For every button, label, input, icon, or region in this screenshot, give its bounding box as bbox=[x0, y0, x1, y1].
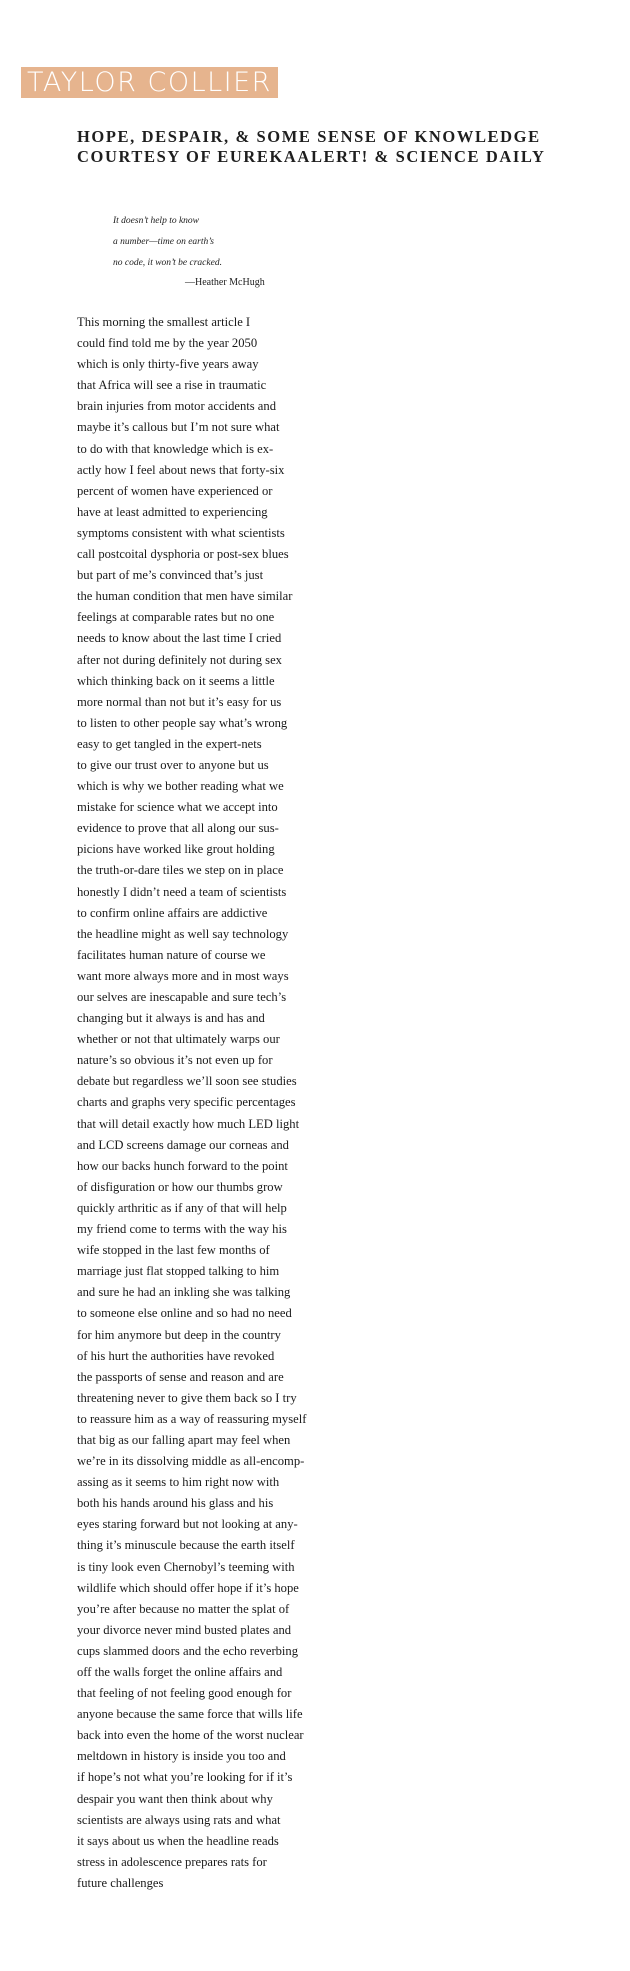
poem-line: but part of me’s convinced that’s just bbox=[77, 568, 264, 583]
poem-line: honestly I didn’t need a team of scientists bbox=[77, 884, 287, 899]
poem-line: we’re in its dissolving middle as all-encomp- bbox=[77, 1454, 305, 1469]
epigraph-line: It doesn’t help to know bbox=[113, 216, 200, 226]
poem-line: the passports of sense and reason and are bbox=[77, 1369, 284, 1384]
poem-line: which thinking back on it seems a little bbox=[77, 673, 275, 688]
poem-line: that will detail exactly how much LED light bbox=[77, 1116, 300, 1131]
poem-line: nature’s so obvious it’s not even up for bbox=[77, 1053, 273, 1068]
poem-line: cups slammed doors and the echo reverbing bbox=[77, 1643, 299, 1658]
poem-line: picions have worked like grout holding bbox=[77, 842, 275, 857]
poem-line: the human condition that men have similar bbox=[77, 589, 293, 604]
poem-line: quickly arthritic as if any of that will help bbox=[77, 1200, 287, 1215]
poem-line: meltdown in history is inside you too and bbox=[77, 1749, 286, 1764]
poem-line: scientists are always using rats and what bbox=[77, 1812, 281, 1827]
poem-line: it says about us when the headline reads bbox=[77, 1833, 279, 1848]
poem-line: evidence to prove that all along our sus- bbox=[77, 821, 279, 836]
poem-line: mistake for science what we accept into bbox=[77, 800, 278, 815]
poem-line: that big as our falling apart may feel when bbox=[77, 1432, 291, 1447]
poem-line: marriage just flat stopped talking to him bbox=[77, 1264, 280, 1279]
poem-line: both his hands around his glass and his bbox=[77, 1496, 274, 1511]
poem-title-line: COURTESY OF EUREKAALERT! & SCIENCE DAILY bbox=[77, 147, 546, 166]
poem-line: wife stopped in the last few months of bbox=[77, 1243, 270, 1258]
poem-line: which is only thirty-five years away bbox=[77, 357, 259, 372]
poem-line: which is why we bother reading what we bbox=[77, 779, 284, 794]
poem-line: percent of women have experienced or bbox=[77, 483, 273, 498]
poem-line: the headline might as well say technology bbox=[77, 926, 289, 941]
poem-line: charts and graphs very specific percentages bbox=[77, 1095, 296, 1110]
poem-line: back into even the home of the worst nuclear bbox=[77, 1728, 304, 1743]
poem-line: anyone because the same force that wills life bbox=[77, 1707, 303, 1722]
poem-line: of disfiguration or how our thumbs grow bbox=[77, 1179, 283, 1194]
poem-line: could find told me by the year 2050 bbox=[77, 336, 258, 351]
poem-line: facilitates human nature of course we bbox=[77, 947, 266, 962]
poem-body bbox=[77, 312, 457, 1894]
poem-line: future challenges bbox=[77, 1875, 164, 1890]
poem-line: off the walls forget the online affairs and bbox=[77, 1665, 283, 1679]
poem-line: changing but it always is and has and bbox=[77, 1011, 265, 1026]
poem-line: needs to know about the last time I cried bbox=[77, 631, 282, 646]
poem-line: debate but regardless we’ll soon see studies bbox=[77, 1074, 297, 1089]
poem-line: to listen to other people say what’s wrong bbox=[77, 715, 288, 730]
poem-line: This morning the smallest article I bbox=[77, 315, 251, 329]
poem-line: my friend come to terms with the way his bbox=[77, 1222, 287, 1237]
poem-line: our selves are inescapable and sure tech’s bbox=[77, 990, 287, 1004]
poem-line: wildlife which should offer hope if it’s hope bbox=[77, 1580, 299, 1595]
poem-line: and LCD screens damage our corneas and bbox=[77, 1137, 289, 1152]
poem-line: you’re after because no matter the splat of bbox=[77, 1601, 290, 1616]
epigraph bbox=[113, 211, 333, 291]
author-name: TAYLOR COLLIER bbox=[27, 67, 272, 98]
poem-line: that Africa will see a rise in traumatic bbox=[77, 378, 267, 393]
poem-line: despair you want then think about why bbox=[77, 1791, 273, 1806]
poem-line: eyes staring forward but not looking at any- bbox=[77, 1517, 298, 1532]
poem-line: your divorce never mind busted plates and bbox=[77, 1622, 292, 1637]
poem-line: how our backs hunch forward to the point bbox=[77, 1158, 288, 1173]
poem-line: if hope’s not what you’re looking for if it’s bbox=[77, 1770, 293, 1785]
epigraph-line: no code, it won’t be cracked. bbox=[113, 258, 222, 268]
poem-line: want more always more and in most ways bbox=[77, 968, 289, 983]
poem-line: thing it’s minuscule because the earth itself bbox=[77, 1538, 295, 1553]
poem-line: actly how I feel about news that forty-six bbox=[77, 462, 285, 477]
poem-line: maybe it’s callous but I’m not sure what bbox=[77, 420, 280, 435]
poem-line: is tiny look even Chernobyl’s teeming with bbox=[77, 1559, 295, 1574]
poem-line: call postcoital dysphoria or post-sex blues bbox=[77, 547, 289, 562]
poem-line: to reassure him as a way of reassuring myself bbox=[77, 1411, 307, 1426]
poem-line: and sure he had an inkling she was talking bbox=[77, 1285, 291, 1300]
epigraph-attribution: —Heather McHugh bbox=[185, 277, 265, 288]
poem-line: symptoms consistent with what scientists bbox=[77, 525, 285, 540]
poem-line: that feeling of not feeling good enough for bbox=[77, 1686, 292, 1701]
poem-line: have at least admitted to experiencing bbox=[77, 504, 268, 519]
poem-title-line: HOPE, DESPAIR, & SOME SENSE OF KNOWLEDGE bbox=[77, 127, 541, 146]
poem-line: to give our trust over to anyone but us bbox=[77, 757, 269, 772]
poem-line: the truth-or-dare tiles we step on in place bbox=[77, 863, 284, 878]
poem-line: after not during definitely not during sex bbox=[77, 652, 282, 667]
poem-title bbox=[77, 127, 597, 167]
poem-line: whether or not that ultimately warps our bbox=[77, 1032, 280, 1047]
poem-line: feelings at comparable rates but no one bbox=[77, 610, 275, 625]
poem-line: of his hurt the authorities have revoked bbox=[77, 1348, 275, 1363]
poem-line: threatening never to give them back so I try bbox=[77, 1390, 297, 1405]
poem-line: stress in adolescence prepares rats for bbox=[77, 1854, 267, 1869]
poem-line: to someone else online and so had no need bbox=[77, 1306, 292, 1321]
poem-line: assing as it seems to him right now with bbox=[77, 1475, 280, 1490]
poem-line: to do with that knowledge which is ex- bbox=[77, 441, 274, 456]
epigraph-line: a number—time on earth’s bbox=[113, 237, 214, 247]
poem-line: for him anymore but deep in the country bbox=[77, 1327, 281, 1342]
poem-line: easy to get tangled in the expert-nets bbox=[77, 736, 262, 751]
poem-line: brain injuries from motor accidents and bbox=[77, 399, 276, 414]
poem-line: more normal than not but it’s easy for us bbox=[77, 694, 282, 709]
poem-line: to confirm online affairs are addictive bbox=[77, 905, 268, 920]
author-banner bbox=[21, 67, 278, 98]
